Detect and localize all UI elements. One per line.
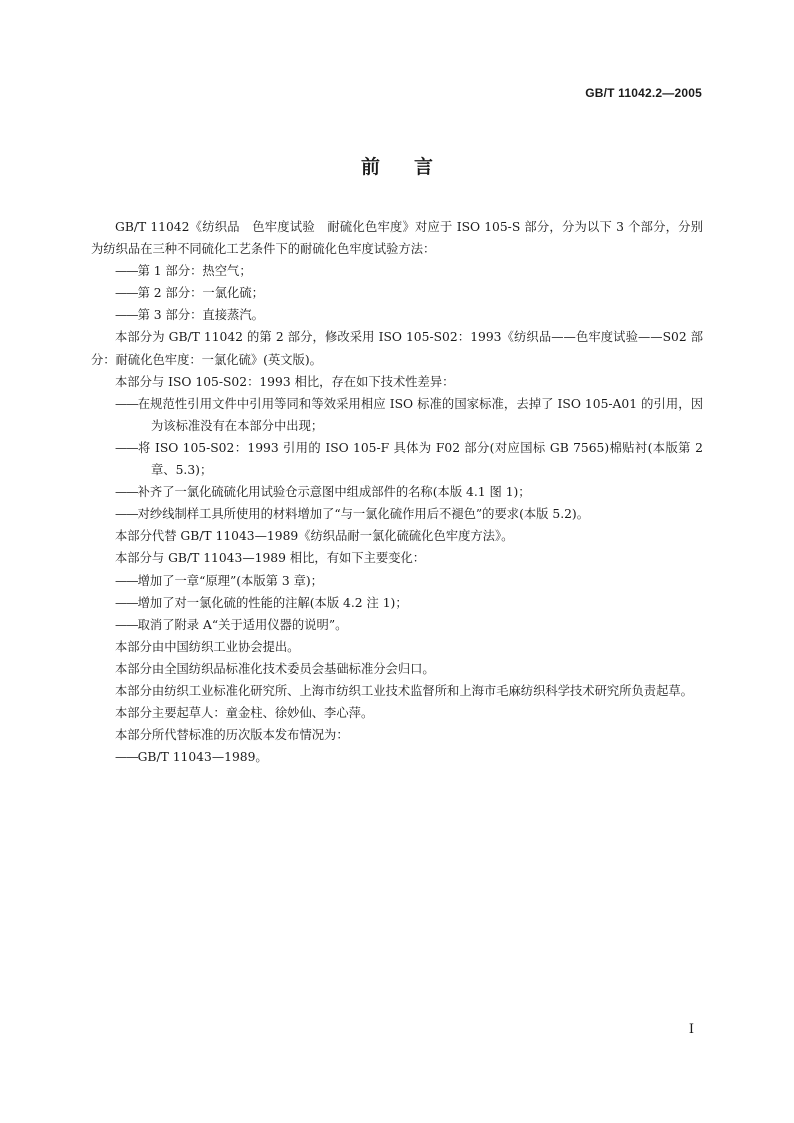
paragraph-history: 本部分所代替标准的历次版本发布情况为： bbox=[115, 728, 349, 743]
list-item-change-1: —— 增加了一章“原理”(本版第 3 章)； bbox=[91, 570, 703, 592]
list-item-difference-3: —— 补齐了一氯化硫硫化用试验仓示意图中组成部件的名称(本版 4.1 图 1)； bbox=[91, 481, 703, 503]
list-item-change-3: —— 取消了附录 A“关于适用仪器的说明”。 bbox=[91, 614, 703, 636]
list-item-difference-2: —— 将 ISO 105-S02：1993 引用的 ISO 105-F 具体为 F02 部分(对应国标 GB 7565)棉贴衬(本版第 2 章、5.3)； bbox=[91, 437, 703, 481]
paragraph-intro: GB/T 11042《纺织品 色牢度试验 耐硫化色牢度》对应于 ISO 105-S 部分，分为以下 3 个部分，分别为纺织品在三种不同硫化工艺条件下的耐硫化色牢度试验方法： bbox=[91, 220, 703, 257]
paragraph-proposed-by: 本部分由中国纺织工业协会提出。 bbox=[115, 639, 300, 654]
paragraph-changes: 本部分与 GB/T 11043—1989 相比，有如下主要变化： bbox=[115, 551, 426, 566]
standard-code: GB/T 11042.2—2005 bbox=[585, 86, 702, 100]
list-item-difference-4: —— 对纱线制样工具所使用的材料增加了“与一氯化硫作用后不褪色”的要求(本版 5.2)。 bbox=[91, 503, 703, 525]
paragraph-differences: 本部分与 ISO 105-S02：1993 相比，存在如下技术性差异： bbox=[115, 374, 455, 389]
list-item-part2: —— 第 2 部分：一氯化硫； bbox=[91, 282, 703, 304]
page-title: 前言 bbox=[360, 156, 467, 178]
paragraph-replaces: 本部分代替 GB/T 11043—1989《纺织品耐一氯化硫硫化色牢度方法》。 bbox=[115, 529, 514, 544]
paragraph-adoption: 本部分为 GB/T 11042 的第 2 部分，修改采用 ISO 105-S02：1993《纺织品——色牢度试验——S02 部分：耐硫化色牢度：一氯化硫》(英文版)。 bbox=[91, 330, 703, 367]
paragraph-drafters: 本部分主要起草人：童金柱、徐妙仙、李心萍。 bbox=[115, 706, 374, 721]
list-item-part1: —— 第 1 部分：热空气； bbox=[91, 260, 703, 282]
list-item-difference-1: —— 在规范性引用文件中引用等同和等效采用相应 ISO 标准的国家标准，去掉了 ISO 105-A01 的引用，因为该标准没有在本部分中出现； bbox=[91, 393, 703, 437]
list-item-change-2: —— 增加了对一氯化硫的性能的注解(本版 4.2 注 1)； bbox=[91, 592, 703, 614]
foreword-body bbox=[91, 216, 703, 768]
list-item-part3: —— 第 3 部分：直接蒸汽。 bbox=[91, 304, 703, 326]
page-number: I bbox=[688, 1022, 694, 1037]
list-item-history-1: —— GB/T 11043—1989。 bbox=[91, 746, 703, 768]
paragraph-drafted-by: 本部分由纺织工业标准化研究所、上海市纺织工业技术监督所和上海市毛麻纺织科学技术研究所负责起草。 bbox=[115, 683, 693, 698]
paragraph-under-jurisdiction: 本部分由全国纺织品标准化技术委员会基础标准分会归口。 bbox=[115, 661, 435, 676]
